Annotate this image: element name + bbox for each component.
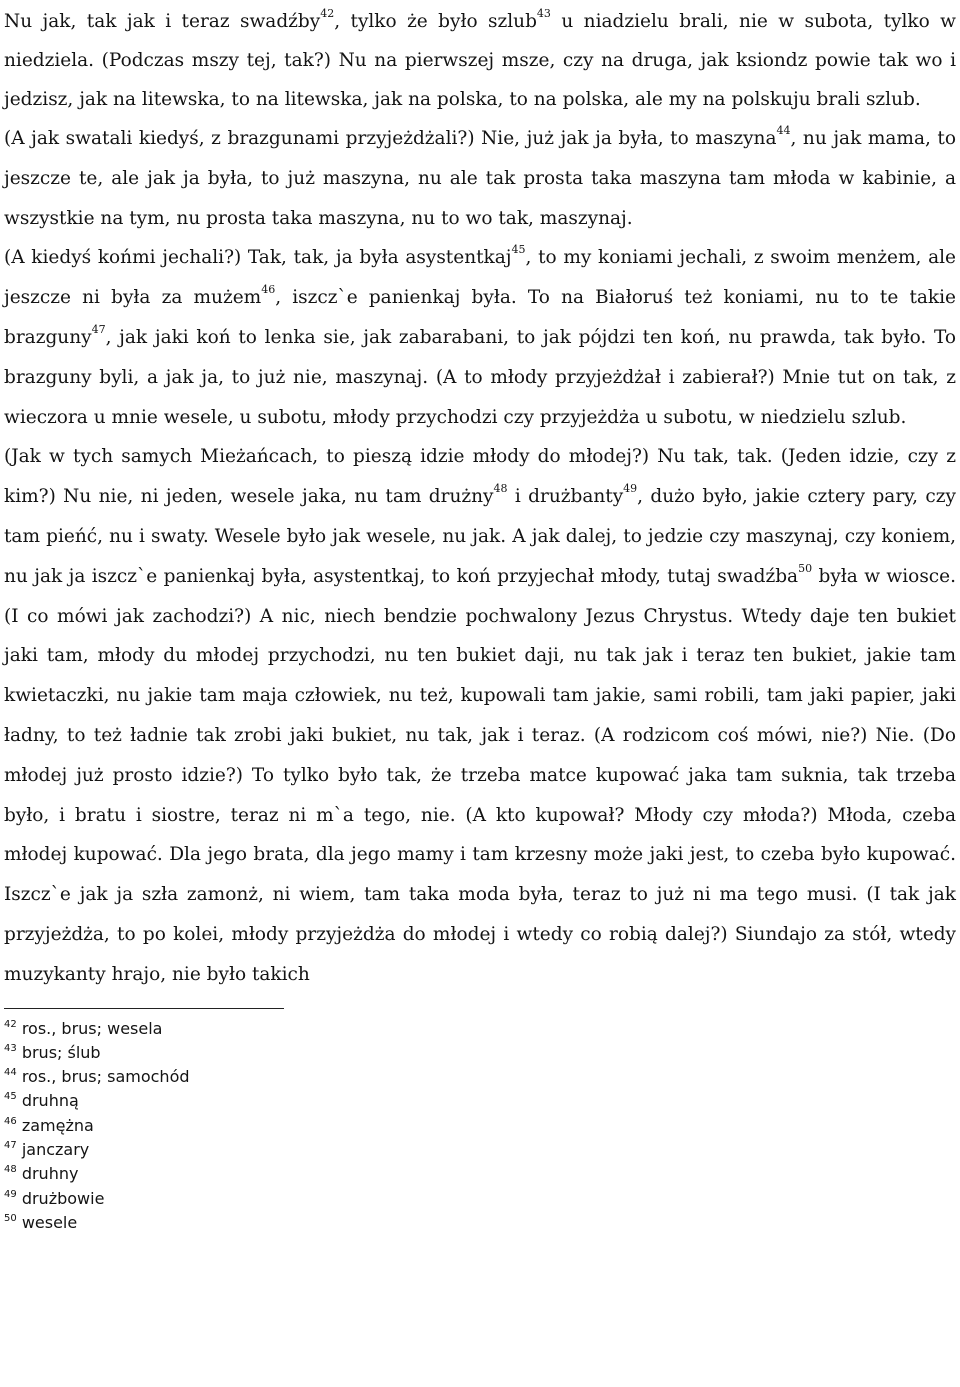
paragraph [4,437,956,994]
footnote-reference: 45 [511,243,526,257]
footnote-text: wesele [16,1212,78,1232]
text-run: , dużo było, jakie cztery pary, czy tam pieńć, nu i swaty. Wesele było jak wesele, nu jak. A jak dalej, to jedzie czy maszynaj, czy koniem, nu jak ja iszcz`e panienkaj była, asystentkaj, to koń przyjechał młody, tutaj swadźba [4,486,956,587]
text-run: , to my koniami jechali, z swoim menżem, ale jeszcze ni była za mużem [4,247,956,309]
text-run: , jak jaki koń to lenka sie, jak zabarabani, to jak pójdzi ten koń, nu prawda, tak było. To brazguny byli, a jak ja, to już nie, maszynaj. (A to młody przyjeżdżał i zabierał?) Mnie tut on tak, z wieczora u mnie wesele, u subotu, młody przychodzi czy przyjeżdża u subotu, w niedzielu szlub. [4,326,956,428]
footnote-number: 43 [4,1042,17,1054]
footnote-number: 50 [4,1212,17,1224]
footnote-reference: 44 [776,124,791,138]
footnote-reference: 47 [91,323,106,337]
text-run: , tylko że było szlub [334,11,537,32]
footnote-text: brus; ślub [16,1042,101,1062]
footnote-number: 49 [4,1188,17,1200]
footnote-item [4,1187,956,1211]
paragraph [4,2,956,119]
footnote-text: druhny [16,1164,79,1184]
footnote-number: 45 [4,1091,17,1103]
footnote-reference: 42 [320,7,335,21]
footnote-item [4,1138,956,1162]
text-run: i drużbanty [507,486,624,508]
footnote-text: zamężna [16,1115,94,1135]
footnote-item [4,1017,956,1041]
text-run: Nu jak, tak jak i teraz swadźby [4,11,321,32]
footnote-text: janczary [16,1140,90,1160]
footnote-reference: 49 [623,482,638,496]
footnotes [4,1017,956,1236]
text-run: (A kiedyś końmi jechali?) Tak, tak, ja była asystentkaj [4,247,512,269]
text-run: , nu jak mama, to jeszcze te, ale jak ja była, to już maszyna, nu ale tak prosta taka maszyna tam młoda w kabinie, a wszystkie na tym, nu prosta taka maszyna, nu to wo tak, maszynaj. [4,128,957,229]
footnote-reference: 50 [798,561,813,575]
text-run: u niadzielu brali, nie w subota, tylko w niedziela. (Podczas mszy tej, tak?) Nu na pierwszej msze, czy na druga, jak ksiondz powie tak wo i jedzisz, jak na litewska, to na litewska, jak na polska, to na polska, ale my na polskuju brali szlub. [4,11,957,110]
footnote-reference: 48 [493,482,508,496]
main-text [4,2,956,995]
footnote-number: 47 [4,1140,17,1152]
footnote-number: 42 [4,1018,17,1030]
text-run: (A jak swatali kiedyś, z brazgunami przyjeżdżali?) Nie, już jak ja była, to maszyna [4,128,777,149]
footnote-number: 48 [4,1164,17,1176]
footnote-text: druhną [16,1091,79,1111]
footnote-number: 44 [4,1067,17,1079]
footnote-item [4,1041,956,1065]
footnote-reference: 46 [261,283,276,297]
paragraph [4,119,956,238]
footnote-item [4,1114,956,1138]
footnote-item [4,1211,956,1235]
footnote-separator [4,1008,284,1009]
footnote-text: ros., brus; wesela [16,1018,163,1038]
footnote-text: drużbowie [16,1188,105,1208]
footnote-text: ros., brus; samochód [16,1067,190,1087]
footnote-item [4,1162,956,1186]
paragraph [4,238,956,437]
text-run: była w wiosce. (I co mówi jak zachodzi?) A nic, niech bendzie pochwalony Jezus Chrystus. Wtedy daje ten bukiet jaki tam, młody du młodej przychodzi, nu ten bukiet daji, nu tak jak i teraz ten bukiet, jakie tam kwietaczki, nu jakie tam maja człowiek, nu też, kupowali tam jakie, sami robili, tam jaki papier, jaki ładny, to też ładnie tak zrobi jaki bukiet, nu tak, jak i teraz. (A rodzicom coś mówi, nie?) Nie. (Do młodej już prosto idzie?) To tylko było tak, że trzeba matce kupować jaka tam suknia, tak trzeba było, i bratu i siostre, teraz ni m`a tego, nie. (A kto kupował? Młody czy młoda?) Młoda, czeba młodej kupować. Dla jego brata, dla jego mamy i tam krzesny może jaki jest, to czeba było kupować. Iszcz`e jak ja szła zamonż, ni wiem, tam taka moda była, teraz to już ni ma tego musi. (I tak jak przyjeżdża, to po kolei, młody przyjeżdża do młodej i wtedy co robią dalej?) Siundajo za stół, wtedy muzykanty hrajo, nie było takich [4,565,956,985]
footnote-item [4,1065,956,1089]
footnote-item [4,1089,956,1113]
footnote-reference: 43 [536,7,551,21]
text-run: (Jak w tych samych Mieżańcach, to pieszą idzie młody do młodej?) Nu tak, tak. (Jeden idzie, czy z kim?) Nu nie, ni jeden, wesele jaka, nu tam drużny [4,446,956,508]
footnote-number: 46 [4,1115,17,1127]
text-run: , iszcz`e panienkaj była. To na Białoruś też koniami, nu to te takie brazguny [4,287,956,348]
